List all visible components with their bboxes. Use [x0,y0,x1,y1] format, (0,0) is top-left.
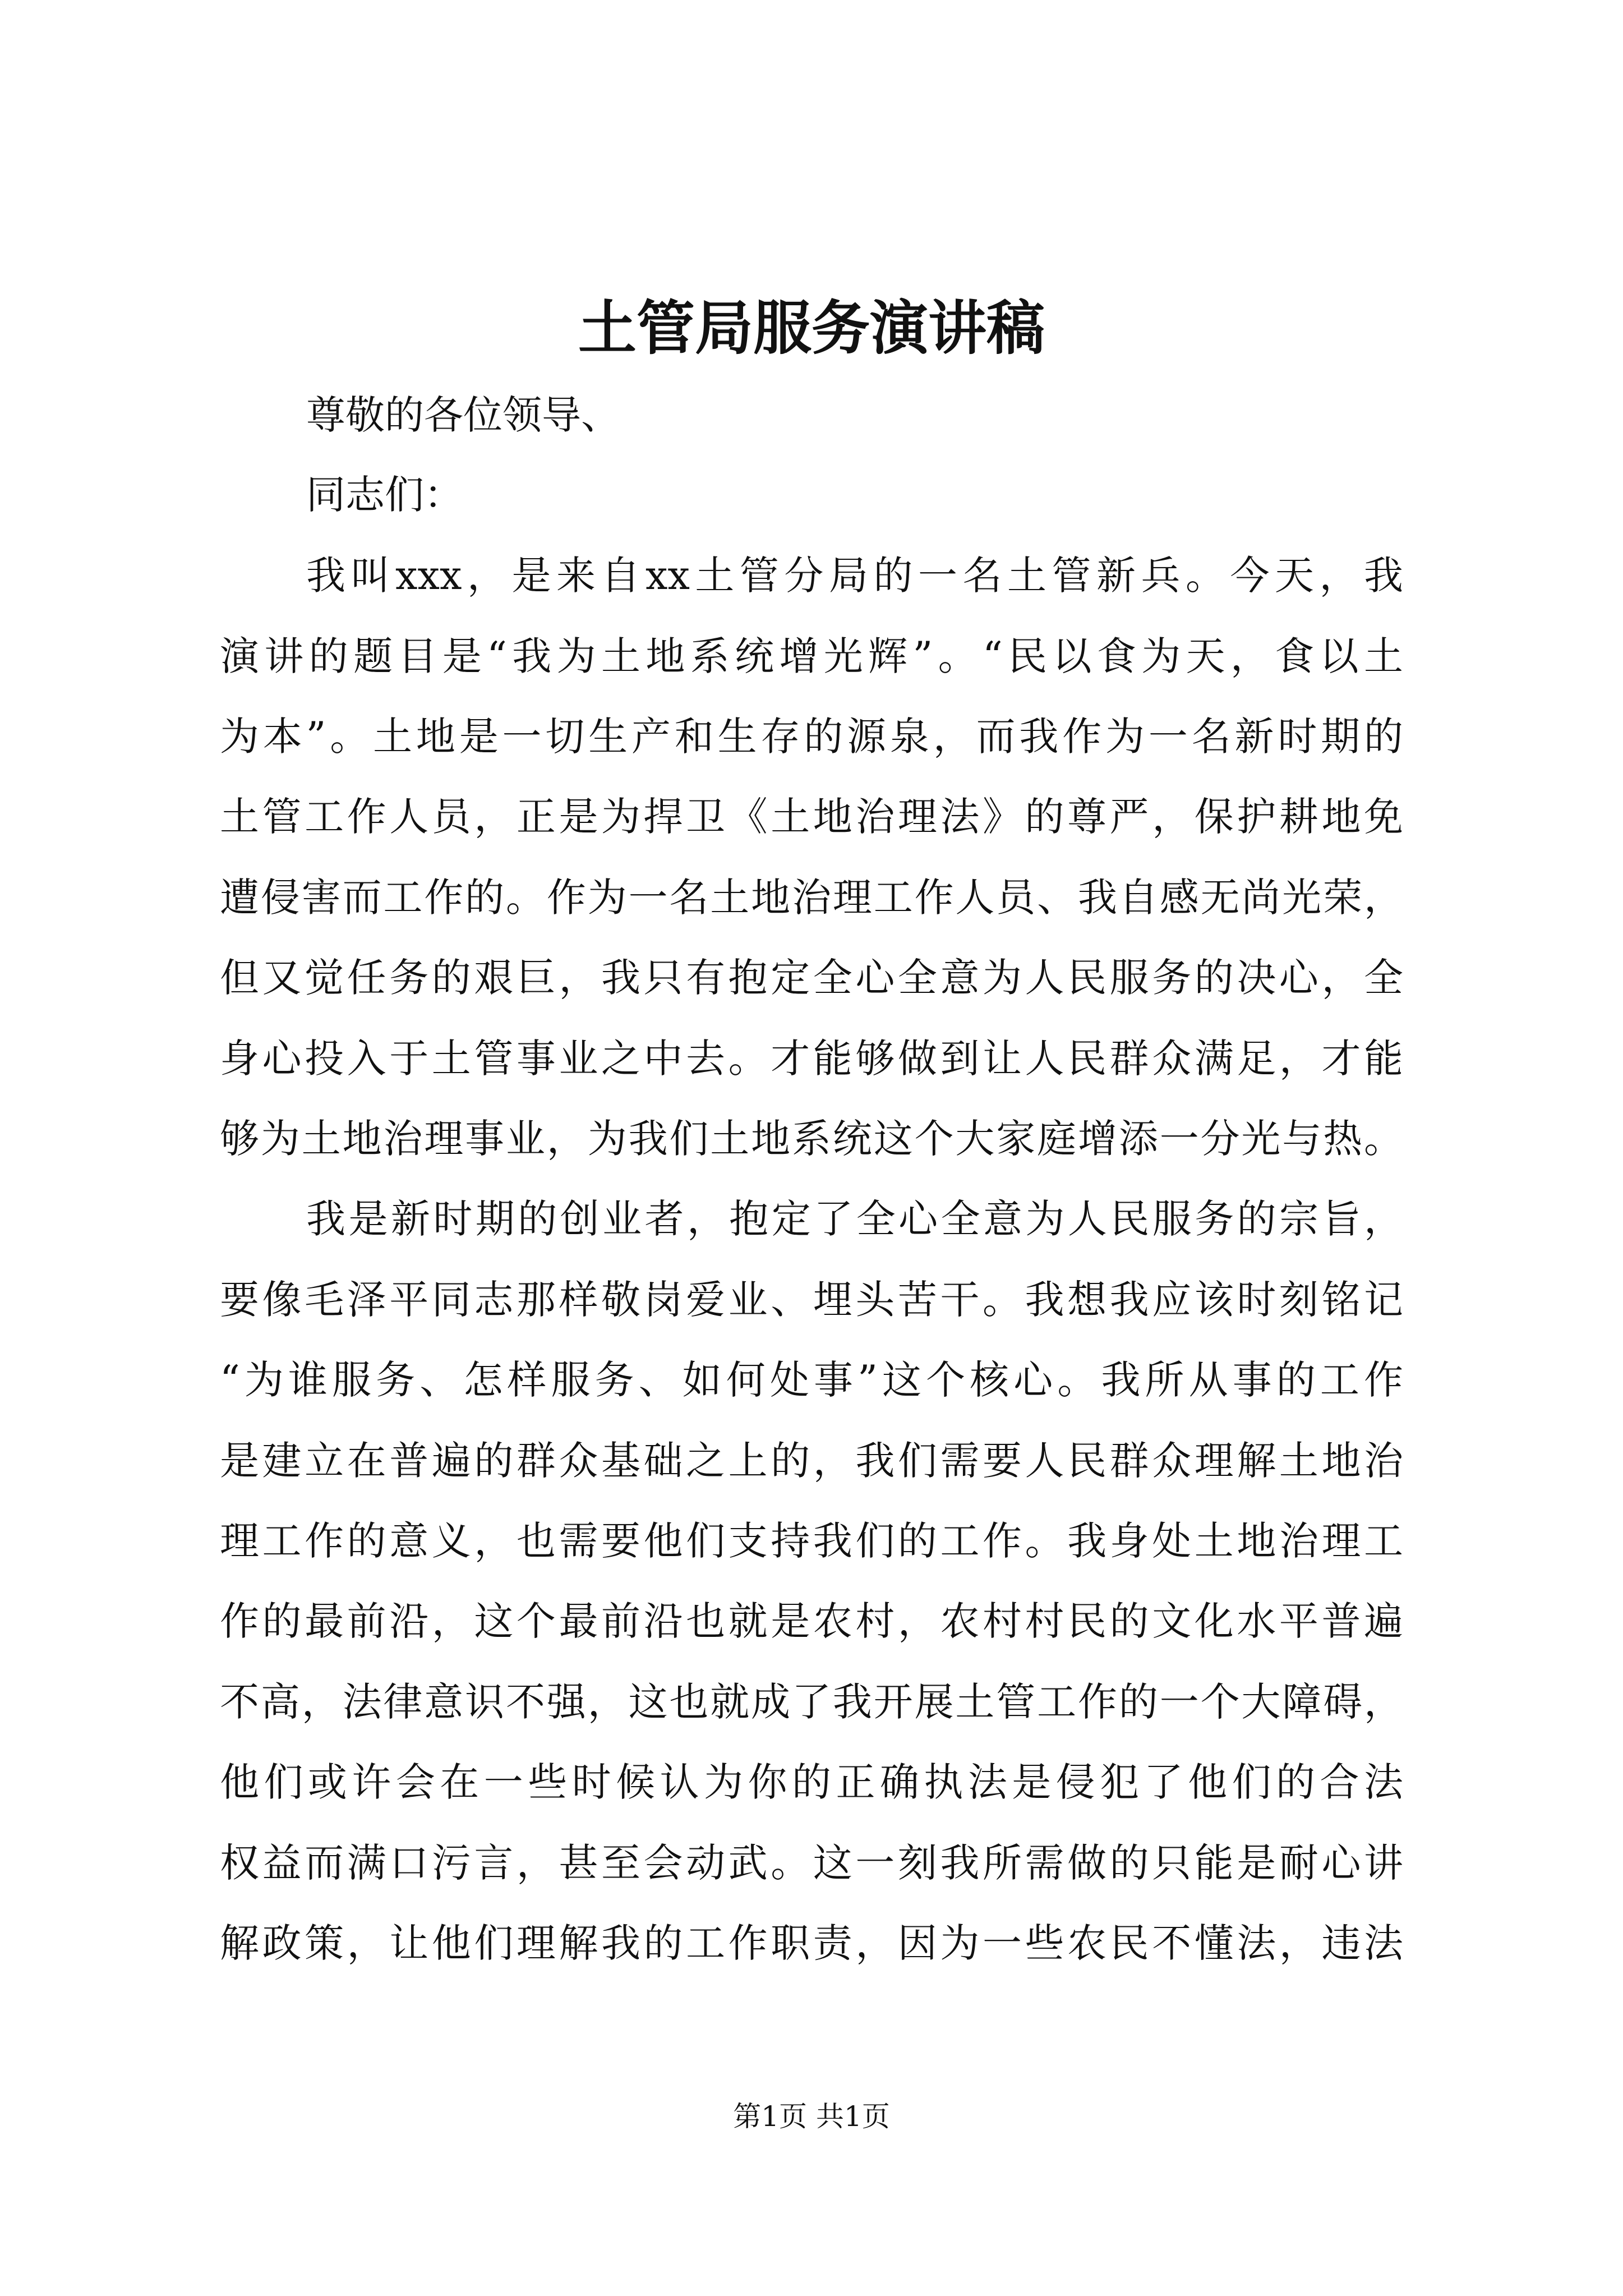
paragraph-2-line: “为谁服务、怎样服务、如何处事”这个核心。我所从事的工作 [220,1357,1403,1403]
salutation-line-2: 同志们： [306,472,463,518]
paragraph-2-line: 权益而满口污言，甚至会动武。这一刻我所需做的只能是耐心讲 [220,1840,1403,1886]
paragraph-1-line: 为本”。土地是一切生产和生存的源泉，而我作为一名新时期的 [220,714,1403,760]
salutation-line-1: 尊敬的各位领导、 [306,392,620,438]
paragraph-2-line: 是建立在普遍的群众基础之上的，我们需要人民群众理解土地治 [220,1438,1403,1484]
paragraph-1-line: 身心投入于土管事业之中去。才能够做到让人民群众满足，才能 [220,1036,1403,1082]
paragraph-2-line: 他们或许会在一些时候认为你的正确执法是侵犯了他们的合法 [220,1759,1403,1805]
paragraph-1-line: 我叫xxx，是来自xx土管分局的一名土管新兵。今天，我 [306,553,1403,599]
paragraph-1-line: 遭侵害而工作的。作为一名土地治理工作人员、我自感无尚光荣， [220,875,1403,921]
paragraph-2-line: 不高，法律意识不强，这也就成了我开展土管工作的一个大障碍， [220,1679,1403,1725]
paragraph-2-line: 理工作的意义，也需要他们支持我们的工作。我身处土地治理工 [220,1518,1403,1564]
page-number-footer: 第1页 共1页 [733,2100,890,2133]
paragraph-1-line: 土管工作人员，正是为捍卫《土地治理法》的尊严，保护耕地免 [220,794,1403,840]
paragraph-2-line: 解政策，让他们理解我的工作职责，因为一些农民不懂法，违法 [220,1920,1403,1966]
paragraph-1-line: 够为土地治理事业，为我们土地系统这个大家庭增添一分光与热。 [220,1116,1403,1162]
document-title: 土管局服务演讲稿 [578,293,1045,362]
paragraph-2-line: 作的最前沿，这个最前沿也就是农村，农村村民的文化水平普遍 [220,1598,1403,1644]
paragraph-1-line: 演讲的题目是“我为土地系统增光辉”。“民以食为天，食以土 [220,633,1403,679]
paragraph-2-line: 我是新时期的创业者，抱定了全心全意为人民服务的宗旨， [306,1196,1403,1242]
paragraph-1-line: 但又觉任务的艰巨，我只有抱定全心全意为人民服务的决心，全 [220,955,1403,1001]
paragraph-2-line: 要像毛泽平同志那样敬岗爱业、埋头苦干。我想我应该时刻铭记 [220,1277,1403,1323]
